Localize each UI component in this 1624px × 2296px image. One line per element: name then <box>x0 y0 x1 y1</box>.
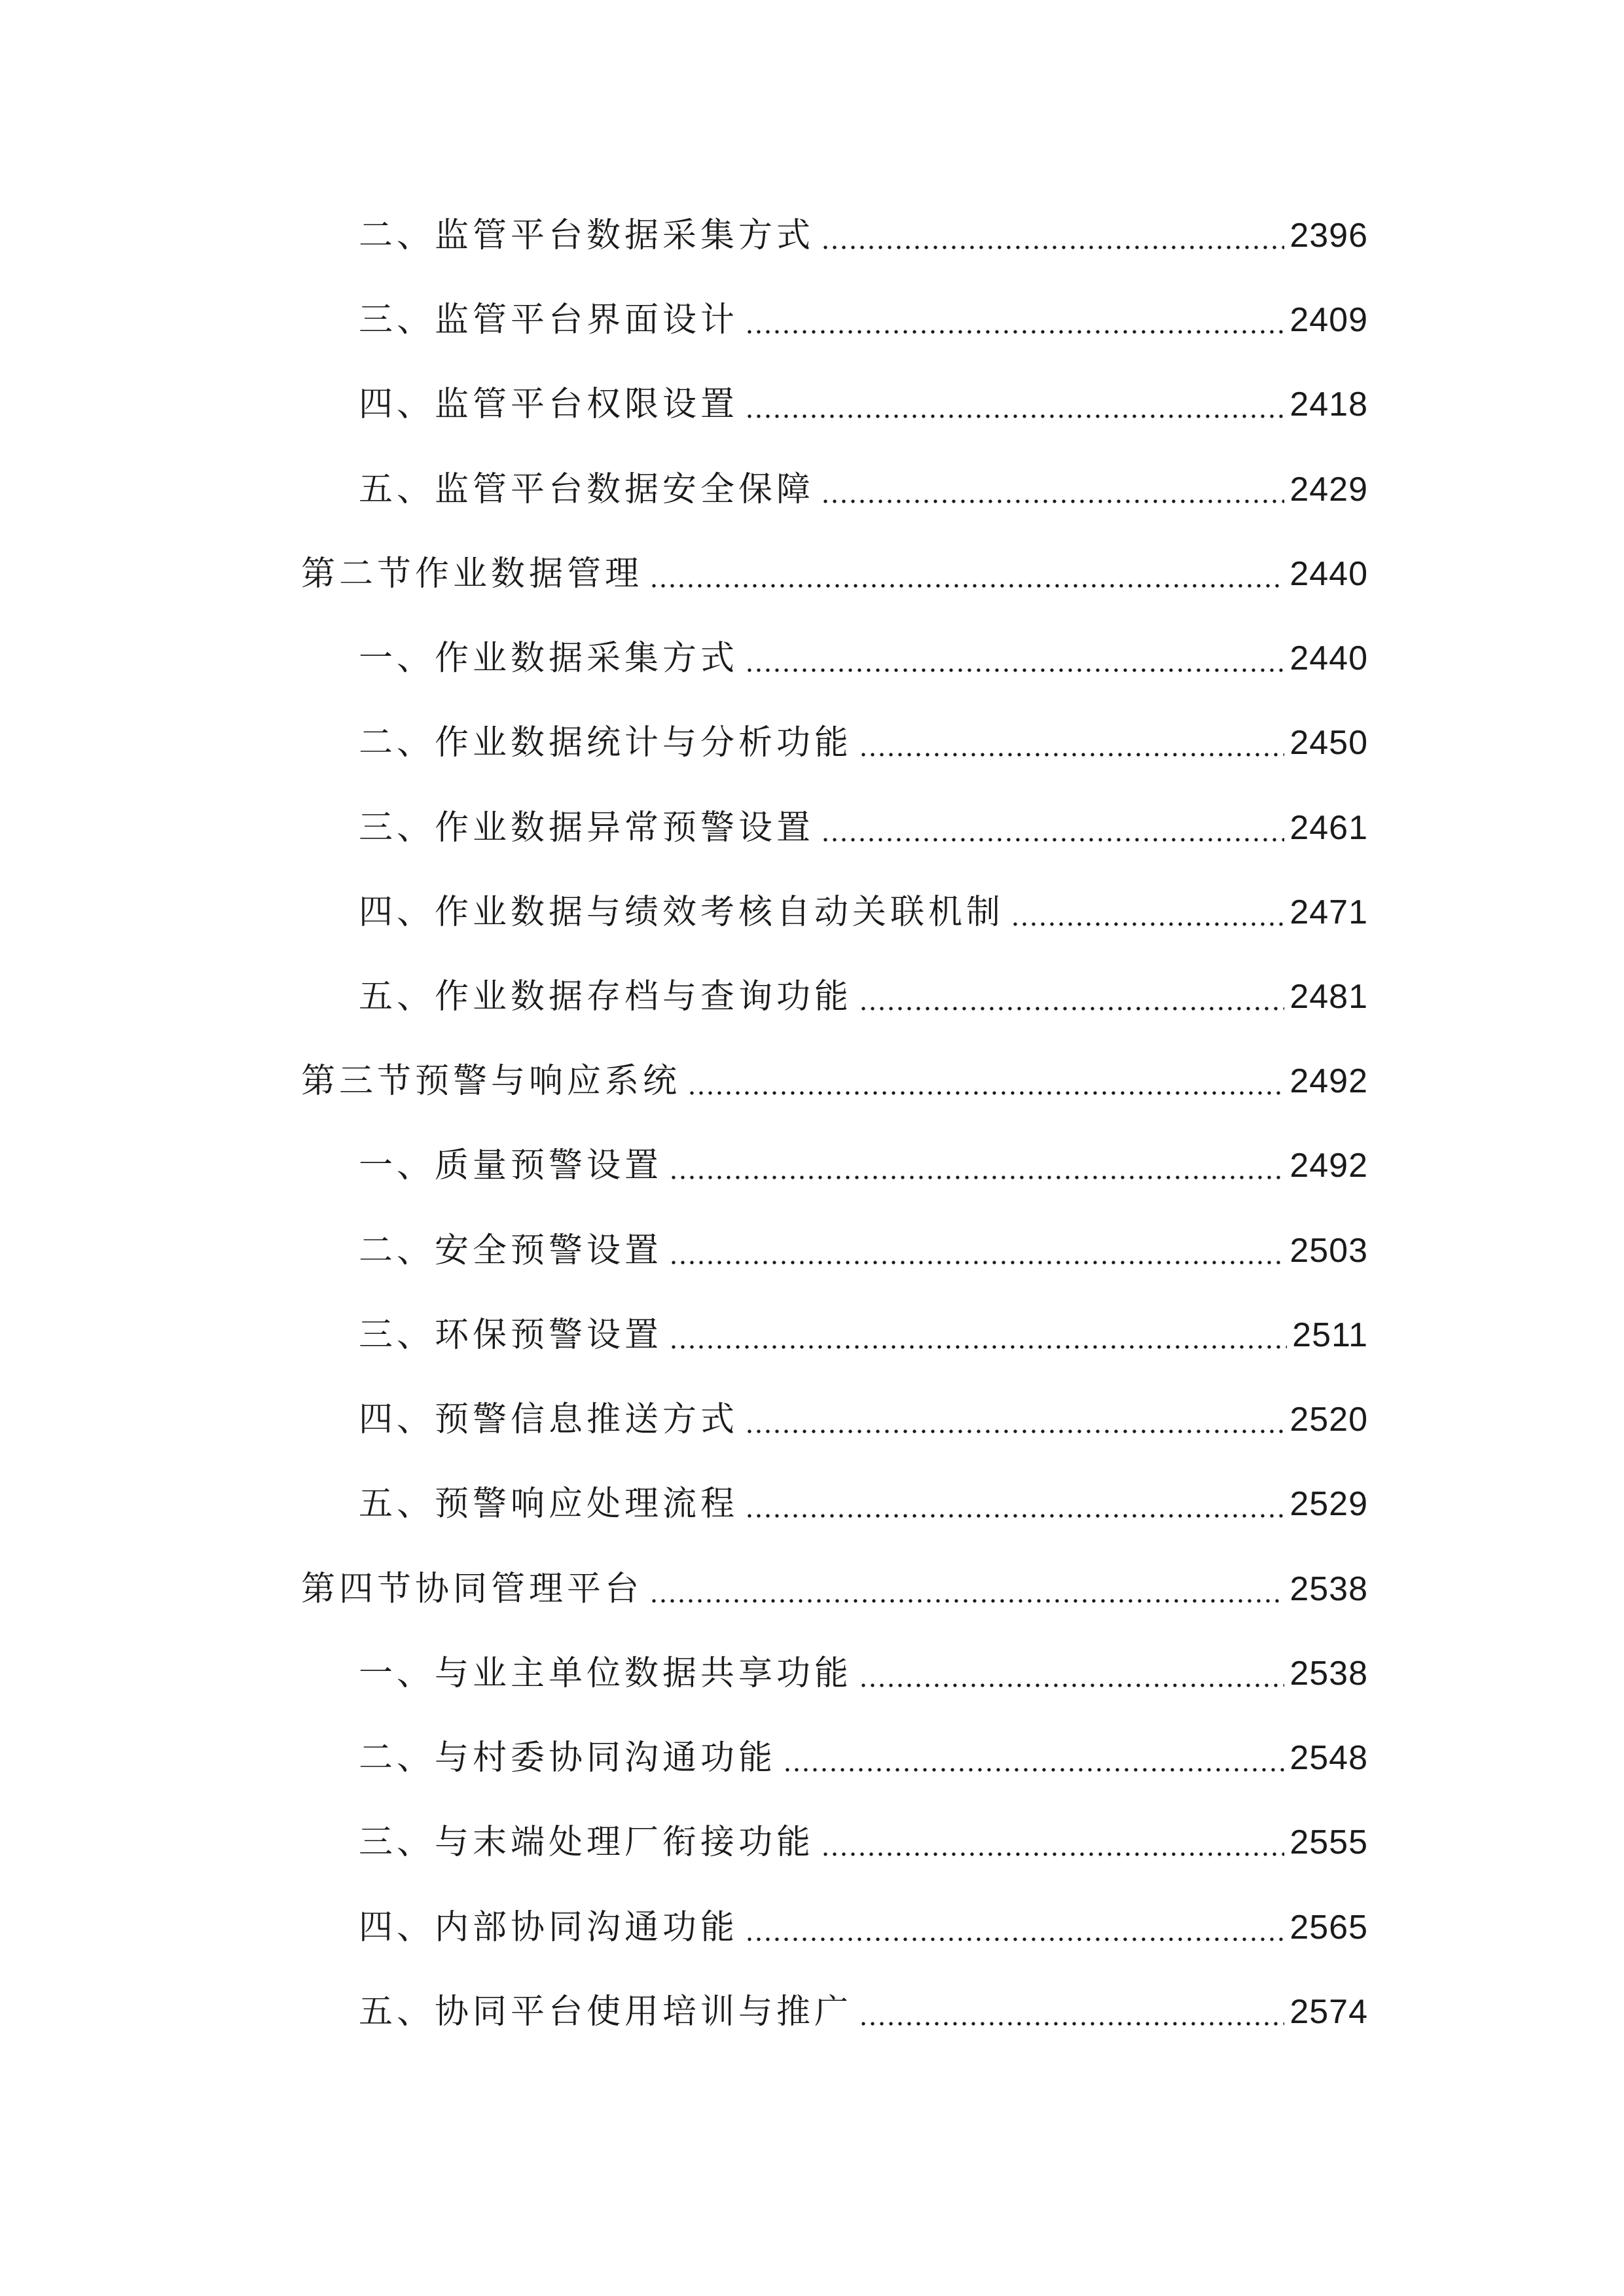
toc-entry-page: 2574 <box>1290 1993 1368 2031</box>
toc-entry-label: 一、质量预警设置 <box>359 1146 663 1185</box>
toc-entry-page: 2529 <box>1290 1485 1368 1523</box>
dot-leader <box>821 488 1284 504</box>
toc-entry[interactable] <box>359 1478 1368 1530</box>
toc-entry-page: 2492 <box>1290 1062 1368 1100</box>
toc-entry-label: 二、与村委协同沟通功能 <box>359 1738 777 1778</box>
toc-entry-page: 2471 <box>1290 893 1368 931</box>
toc-entry-page: 2418 <box>1290 386 1368 423</box>
dot-leader <box>745 1503 1284 1518</box>
toc-entry-label: 三、环保预警设置 <box>359 1316 663 1355</box>
dot-leader <box>745 403 1284 419</box>
toc-entry-page: 2538 <box>1290 1570 1368 1608</box>
toc-entry-page: 2503 <box>1290 1232 1368 1270</box>
toc-entry[interactable] <box>359 632 1368 685</box>
toc-section-entry[interactable] <box>301 1055 1368 1107</box>
toc-entry[interactable] <box>359 1393 1368 1446</box>
toc-section-entry[interactable] <box>301 1563 1368 1615</box>
toc-entry[interactable] <box>359 1139 1368 1192</box>
toc-entry-label: 五、协同平台使用培训与推广 <box>359 1992 853 2032</box>
toc-entry-label: 第二节作业数据管理 <box>301 554 643 594</box>
dot-leader <box>669 1164 1284 1180</box>
dot-leader <box>859 742 1284 757</box>
toc-entry-page: 2450 <box>1290 724 1368 762</box>
dot-leader <box>783 1757 1284 1772</box>
toc-entry-page: 2409 <box>1290 301 1368 339</box>
toc-entry-page: 2429 <box>1290 471 1368 509</box>
toc-entry-label: 一、与业主单位数据共享功能 <box>359 1654 853 1693</box>
toc-entry-label: 三、监管平台界面设计 <box>359 300 739 340</box>
toc-entry[interactable] <box>359 1647 1368 1700</box>
toc-entry-page: 2440 <box>1290 555 1368 593</box>
toc-entry[interactable] <box>359 971 1368 1023</box>
dot-leader <box>821 827 1284 842</box>
toc-entry-label: 二、监管平台数据采集方式 <box>359 216 815 255</box>
toc-entry[interactable] <box>359 294 1368 346</box>
toc-entry-page: 2555 <box>1290 1823 1368 1861</box>
toc-entry[interactable] <box>359 1309 1368 1361</box>
dot-leader <box>745 1926 1284 1942</box>
toc-entry-label: 五、监管平台数据安全保障 <box>359 470 815 509</box>
toc-entry-label: 三、与末端处理厂衔接功能 <box>359 1823 815 1862</box>
dot-leader <box>649 573 1284 588</box>
toc-entry[interactable] <box>359 1225 1368 1277</box>
toc-entry-label: 五、预警响应处理流程 <box>359 1484 739 1524</box>
dot-leader <box>687 1080 1284 1096</box>
toc-entry[interactable] <box>359 378 1368 431</box>
dot-leader <box>1011 911 1284 927</box>
dot-leader <box>859 1672 1284 1688</box>
toc-entry-label: 四、监管平台权限设置 <box>359 385 739 424</box>
toc-entry-page: 2481 <box>1290 978 1368 1016</box>
dot-leader <box>821 1841 1284 1857</box>
toc-entry[interactable] <box>359 1816 1368 1869</box>
toc-entry[interactable] <box>359 1986 1368 2038</box>
toc-entry-label: 二、作业数据统计与分析功能 <box>359 723 853 762</box>
dot-leader <box>649 1588 1284 1604</box>
toc-entry-label: 三、作业数据异常预警设置 <box>359 808 815 848</box>
dot-leader <box>745 319 1284 334</box>
toc-entry-page: 2492 <box>1290 1147 1368 1185</box>
toc-entry-label: 第四节协同管理平台 <box>301 1570 643 1609</box>
toc-entry[interactable] <box>359 209 1368 262</box>
dot-leader <box>859 996 1284 1011</box>
toc-entry[interactable] <box>359 802 1368 854</box>
dot-leader <box>859 2011 1284 2026</box>
toc-entry-page: 2548 <box>1290 1739 1368 1777</box>
toc-entry-label: 四、内部协同沟通功能 <box>359 1908 739 1947</box>
toc-entry-page: 2565 <box>1290 1909 1368 1946</box>
toc-entry-label: 第三节预警与响应系统 <box>301 1062 681 1101</box>
toc-entry-page: 2520 <box>1290 1401 1368 1439</box>
toc-entry-page: 2440 <box>1290 639 1368 677</box>
dot-leader <box>745 657 1284 673</box>
toc-entry-page: 2538 <box>1290 1655 1368 1693</box>
toc-entry-label: 一、作业数据采集方式 <box>359 639 739 678</box>
toc-entry[interactable] <box>359 886 1368 939</box>
toc-entry-page: 2511 <box>1292 1316 1368 1354</box>
dot-leader <box>745 1418 1284 1434</box>
toc-entry[interactable] <box>359 717 1368 769</box>
toc-entry-label: 四、作业数据与绩效考核自动关联机制 <box>359 893 1005 932</box>
dot-leader <box>669 1249 1284 1265</box>
toc-entry[interactable] <box>359 1901 1368 1954</box>
toc-entry[interactable] <box>359 463 1368 516</box>
toc-entry-label: 五、作业数据存档与查询功能 <box>359 977 853 1016</box>
toc-entry[interactable] <box>359 1732 1368 1784</box>
toc-entry-label: 二、安全预警设置 <box>359 1231 663 1270</box>
toc-entry-page: 2396 <box>1290 217 1368 255</box>
toc-entry-page: 2461 <box>1290 809 1368 847</box>
toc-entry-label: 四、预警信息推送方式 <box>359 1400 739 1439</box>
dot-leader <box>669 1334 1287 1350</box>
dot-leader <box>821 234 1284 250</box>
toc-section-entry[interactable] <box>301 548 1368 600</box>
